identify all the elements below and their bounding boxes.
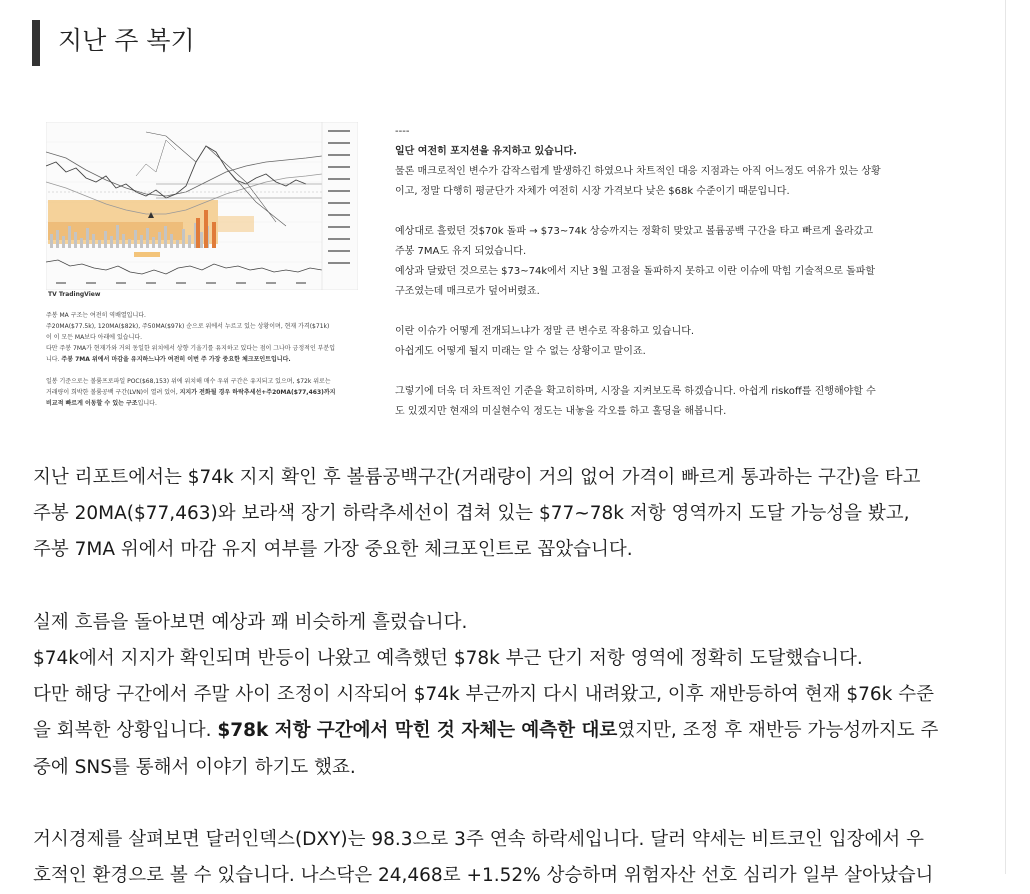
note-line: 이고, 정말 다행히 평균단가 자체가 여전히 시장 가격보다 낮은 $68k 수준이기 때문입니다.: [395, 186, 790, 197]
note-line: 일단 여전히 포지션을 유지하고 있습니다.: [395, 146, 577, 157]
right-divider: [1005, 0, 1006, 874]
report-screenshot: [40, 114, 912, 430]
caption-line: 니다. 주봉 7MA 위에서 마감을 유지하느냐가 여전히 이번 주 가장 중요한 체크포인트입니다.: [46, 356, 291, 363]
caption-line: 이 이 모든 MA보다 아래에 있습니다.: [46, 334, 143, 341]
price-chart-image: [46, 122, 358, 290]
note-line: 예상대로 흘렀던 것$70k 돌파 → $73~74k 상승까지는 정확히 맞았고 볼륨공백 구간을 타고 빠르게 올라갔고: [395, 226, 873, 237]
paragraph-line: 주봉 20MA($77,463)와 보라색 장기 하락추세선이 겹쳐 있는 $77~78k 저항 영역까지 도달 가능성을 봤고,: [33, 503, 910, 525]
caption-line: 일봉 기준으로는 볼륨프로파일 POC($68,153) 위에 위치해 매수 우위 구간은 유지되고 있으며, $72k 위로는: [46, 378, 331, 385]
chart-thumbnail: [40, 114, 365, 430]
paragraph-line: 다만 해당 구간에서 주말 사이 조정이 시작되어 $74k 부근까지 다시 내려왔고, 이후 재반등하여 현재 $76k 수준: [33, 684, 934, 706]
caption-line: 거래량이 희박한 볼륨공백 구간(LVN)이 열려 있어, 지지가 전화될 경우 하락추세선+주20MA($77,463)까지: [46, 389, 336, 396]
paragraph-line: 호적인 환경으로 볼 수 있습니다. 나스닥은 24,468로 +1.52% 상승하며 위험자산 선호 심리가 일부 살아났습니: [33, 865, 934, 887]
note-line: 예상과 달랐던 것으로는 $73~74k에서 지난 3월 고점을 돌파하지 못하고 이란 이슈에 막힘 기술적으로 돌파할: [395, 266, 876, 277]
note-line: 도 있겠지만 현재의 미실현수익 정도는 내놓을 각오를 하고 홀딩을 해봅니다.: [395, 406, 727, 417]
chart-caption: [46, 310, 364, 409]
heading-accent-bar: [32, 20, 40, 66]
note-line: 아쉽게도 어떻게 될지 미래는 알 수 없는 상황이고 말이죠.: [395, 346, 646, 357]
paragraph-line: 을 회복한 상황입니다. $78k 저항 구간에서 막힌 것 자체는 예측한 대로였지만, 조정 후 재반등 가능성까지도 주: [33, 720, 939, 742]
section-header: [32, 20, 632, 66]
paragraph-line: $74k에서 지지가 확인되며 반등이 나왔고 예측했던 $78k 부근 단기 저항 영역에 정확히 도달했습니다.: [33, 648, 863, 669]
section-title: 지난 주 복기: [58, 26, 195, 55]
note-line: 이란 이슈가 어떻게 전개되느냐가 정말 큰 변수로 작용하고 있습니다.: [395, 326, 695, 337]
tradingview-logo: TV TradingView: [48, 291, 101, 298]
paragraph-line: 거시경제를 살펴보면 달러인덱스(DXY)는 98.3으로 3주 연속 하락세입니다. 달러 약세는 비트코인 입장에서 우: [33, 829, 925, 850]
article-body: [33, 460, 993, 894]
note-line: 주봉 7MA도 유지 되었습니다.: [395, 246, 527, 257]
caption-line: 주봉 MA 구조는 여전히 역배열입니다.: [46, 312, 146, 319]
paragraph-line: 실제 흐름을 돌아보면 예상과 꽤 비슷하게 흘렀습니다.: [33, 611, 468, 633]
paragraph-line: 지난 리포트에서는 $74k 지지 확인 후 볼륨공백구간(거래량이 거의 없어 가격이 빠르게 통과하는 구간)을 타고: [33, 467, 921, 488]
caption-line: 주20MA($77.5k), 120MA($82k), 주50MA($97k) 순으로 위에서 누르고 있는 상황이며, 현재 가격($71k): [46, 323, 330, 330]
paragraph-line: 주봉 7MA 위에서 마감 유지 여부를 가장 중요한 체크포인트로 꼽았습니다.: [33, 539, 633, 561]
note-line: ----: [395, 126, 410, 137]
note-line: 구조였는데 매크로가 덮어버렸죠.: [395, 286, 540, 297]
note-line: 그렇기에 더욱 더 차트적인 기준을 확고히하며, 시장을 지켜보도록 하겠습니다. 아쉽게 riskoff를 진행해야할 수: [395, 386, 876, 397]
position-notes: [395, 122, 910, 422]
paragraph-line: 중에 SNS를 통해서 이야기 하기도 했죠.: [33, 756, 356, 778]
caption-line: 비교적 빠르게 이동할 수 있는 구조입니다.: [46, 400, 157, 407]
note-line: 물론 매크로적인 변수가 갑작스럽게 발생하긴 하였으나 차트적인 대응 지점과는 아직 어느정도 여유가 있는 상황: [395, 166, 881, 177]
caption-line: 다만 주봉 7MA가 현재가와 거의 동일한 위치에서 상향 기울기를 유지하고 있다는 점이 그나마 긍정적인 부분입: [46, 345, 336, 352]
